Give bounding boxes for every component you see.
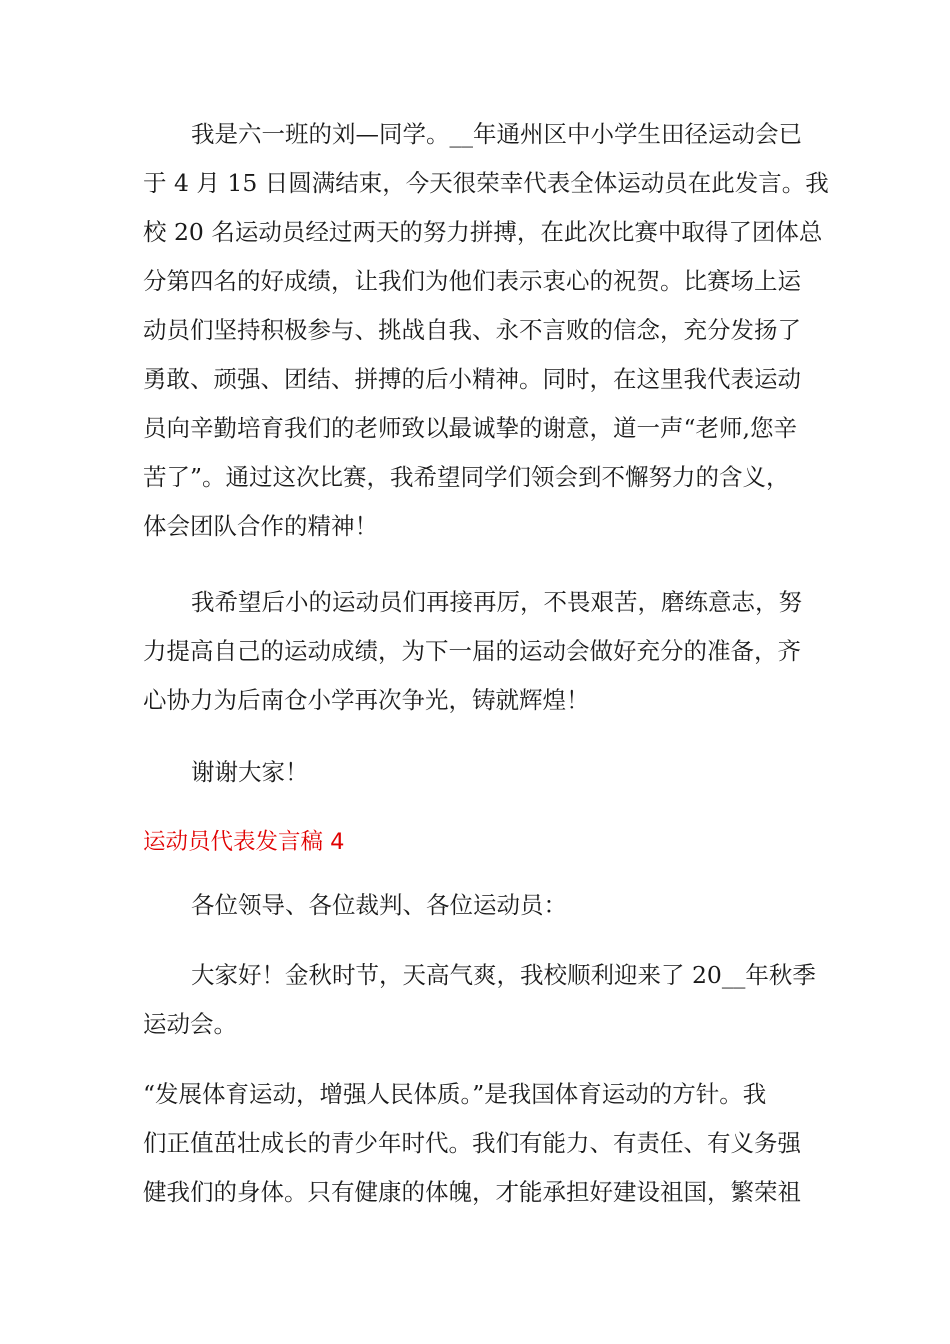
paragraph-line: 员向辛勤培育我们的老师致以最诚挚的谢意，道一声“老师,您辛 [143, 414, 797, 442]
paragraph-line: 体会团队合作的精神！ [143, 512, 378, 540]
paragraph-line: 运动会。 [143, 1010, 237, 1038]
paragraph-line: 苦了”。通过这次比赛，我希望同学们领会到不懈努力的含义， [143, 463, 790, 491]
paragraph-line: “发展体育运动，增强人民体质。”是我国体育运动的方针。我 [143, 1080, 767, 1108]
paragraph-line: 我是六一班的刘—同学。__年通州区中小学生田径运动会已 [191, 120, 802, 148]
paragraph-line: 我希望后小的运动员们再接再厉，不畏艰苦，磨练意志，努 [191, 588, 802, 616]
paragraph-line: 分第四名的好成绩，让我们为他们表示衷心的祝贺。比赛场上运 [143, 267, 801, 295]
paragraph-line: 健我们的身体。只有健康的体魄，才能承担好建设祖国，繁荣祖 [143, 1178, 801, 1206]
paragraph-line: 动员们坚持积极参与、挑战自我、永不言败的信念，充分发扬了 [143, 316, 801, 344]
closing-line: 谢谢大家！ [191, 758, 309, 786]
paragraph-line: 校 20 名运动员经过两天的努力拼搏，在此次比赛中取得了团体总 [143, 218, 823, 246]
paragraph-line: 力提高自己的运动成绩，为下一届的运动会做好充分的准备，齐 [143, 637, 801, 665]
paragraph-line: 们正值茁壮成长的青少年时代。我们有能力、有责任、有义务强 [143, 1129, 801, 1157]
paragraph-line: 于 4 月 15 日圆满结束，今天很荣幸代表全体运动员在此发言。我 [143, 169, 829, 197]
section-heading: 运动员代表发言稿 4 [143, 829, 345, 855]
greeting-line: 各位领导、各位裁判、各位运动员： [191, 891, 567, 919]
paragraph-line: 心协力为后南仓小学再次争光，铸就辉煌！ [143, 686, 590, 714]
paragraph-line: 勇敢、顽强、团结、拼搏的后小精神。同时，在这里我代表运动 [143, 365, 801, 393]
paragraph-line: 大家好！金秋时节，天高气爽，我校顺利迎来了 20__年秋季 [191, 961, 816, 989]
